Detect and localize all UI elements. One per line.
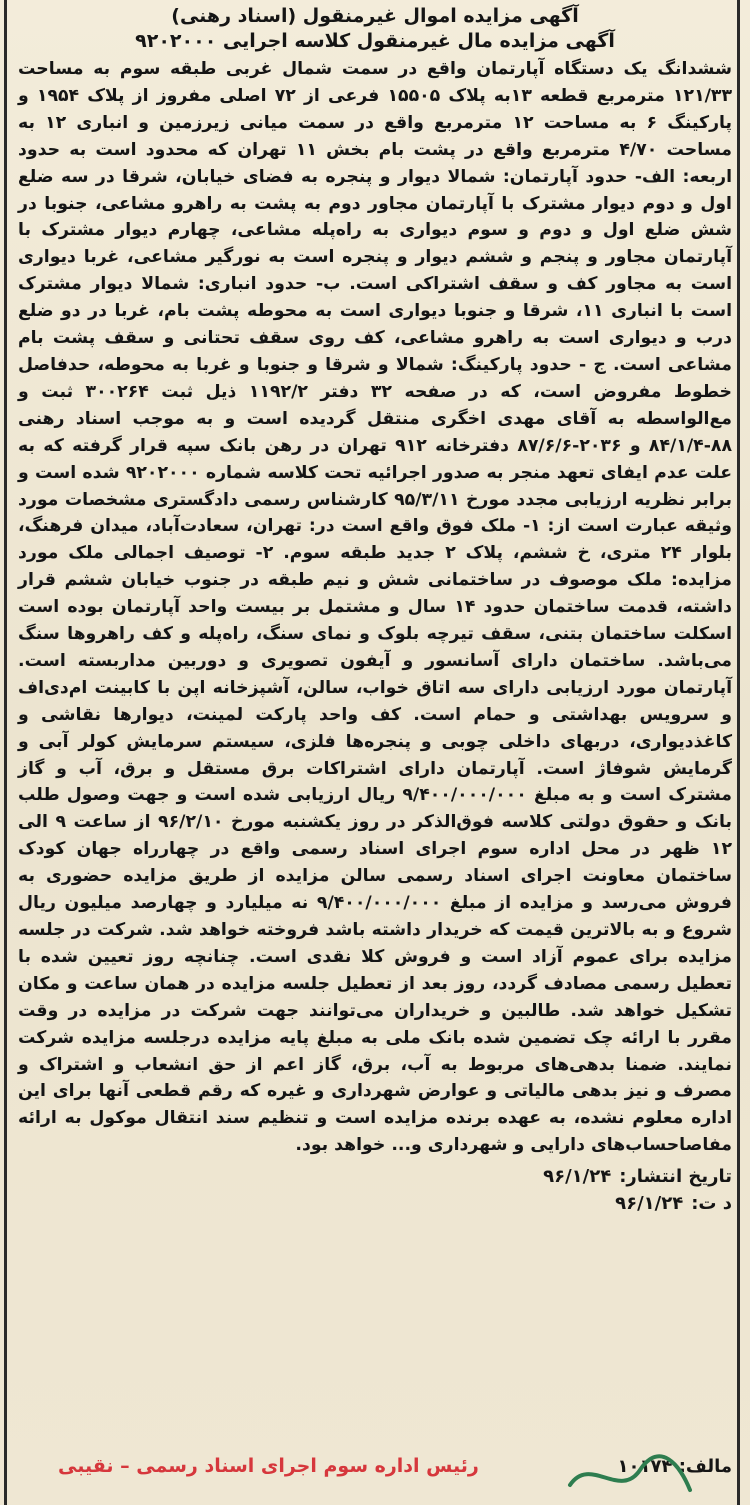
notice-subtitle: آگهی مزایده مال غیرمنقول کلاسه اجرایی ۹۲۰۲۰۰۰ bbox=[135, 30, 615, 52]
code-value: ۱۰۱۷۴ bbox=[617, 1455, 673, 1477]
dt-label: د ت: bbox=[691, 1193, 732, 1215]
dt-row bbox=[18, 1190, 732, 1217]
publication-date-value: ۹۶/۱/۲۴ bbox=[543, 1166, 612, 1188]
signature-text: رئیس اداره سوم اجرای اسناد رسمی – نقیبی bbox=[58, 1455, 479, 1477]
publication-date-row bbox=[18, 1163, 732, 1190]
notice-body: ششدانگ یک دستگاه آپارتمان واقع در سمت شمال غربی طبقه سوم به مساحت ۱۲۱/۳۳ مترمربع قطعه ۱۳به پلاک ۱۵۵۰۵ فرعی از ۷۲ اصلی مفروز از پلاک ۱۹۵۴ و پارکینگ ۶ به مساحت ۱۲ مترمربع واقع در سمت میانی زیرزمین و انباری ۱۲ به مساحت ۴/۷۰ مترمربع واقع در پشت بام بخش ۱۱ تهران که محدود است به حدود اربعه: الف- حدود آپارتمان: شمالا دیوار و پنجره به فضای خیابان، شرقا در سه ضلع اول و دوم دیوار مشترک با آپارتمان مجاور دوم به پشت به راهرو مشاعی، جنوبا در شش ضلع اول و دوم و سوم دیواری به راه‌پله مشاعی، چهارم دیوار مشترک با آپارتمان مجاور و پنجم و ششم دیوار و پنجره است به نورگیر مشاعی، غربا دیواری است به مجاور کف و سقف اشتراکی است. ب- حدود انباری: شمالا دیوار مشترک است با انباری ۱۱، شرقا و جنوبا دیواری است به محوطه پشت بام، غربا در دو ضلع درب و دیواری است به راهرو مشاعی، کف روی سقف تحتانی و سقف پشت بام مشاعی است. ج - حدود پارکینگ: شمالا و شرقا و جنوبا و غربا به محوطه، حدفاصل خطوط مفروض است، که در صفحه ۳۲ دفتر ۱۱۹۲/۲ ذیل ثبت ۳۰۰۲۶۴ ثبت و مع‌الواسطه به آقای مهدی اخگری منتقل گردیده است و به موجب اسناد رهنی ۸۸-۸۴/۱/۴ و ۲۰۳۶-۸۷/۶/۶ دفترخانه ۹۱۲ تهران در رهن بانک سپه قرار گرفته که به علت عدم ایفای تعهد منجر به صدور اجرائیه تحت کلاسه شماره ۹۲۰۲۰۰۰ شده است و برابر نظریه ارزیابی مجدد مورخ ۹۵/۳/۱۱ کارشناس رسمی دادگستری مشخصات مورد وثیقه عبارت است از: ۱- ملک فوق واقع است در: تهران، سعادت‌آباد، میدان فرهنگ، بلوار ۲۴ متری، خ ششم، پلاک ۲ جدید طبقه سوم. ۲- توصیف اجمالی ملک مورد مزایده: ملک موصوف در ساختمانی شش و نیم طبقه در جنوب خیابان ششم قرار داشته، قدمت ساختمان حدود ۱۴ سال و مشتمل بر بیست واحد آپارتمان بوده است اسکلت ساختمان بتنی، سقف تیرچه بلوک و نمای سنگ، راه‌پله و کف راهروها سنگ می‌باشد. ساختمان دارای آسانسور و آیفون تصویری و دوربین مداربسته است. آپارتمان مورد ارزیابی دارای سه اتاق خواب، سالن، آشپزخانه اپن با کابینت ام‌دی‌اف و سرویس بهداشتی و حمام است. کف واحد پارکت لمینت، دیوارها نقاشی و کاغذدیواری، دربهای داخلی چوبی و پنجره‌ها فلزی، سیستم سرمایش کولر آبی و گرمایش شوفاژ است. آپارتمان دارای اشتراکات برق مستقل و برق، آب و گاز مشترک است و به مبلغ ۹/۴۰۰/۰۰۰/۰۰۰ ریال ارزیابی شده است و جهت وصول طلب بانک و حقوق دولتی کلاسه فوق‌الذکر در روز یکشنبه مورخ ۹۶/۲/۱۰ از ساعت ۹ الی ۱۲ ظهر در محل اداره سوم اجرای اسناد رسمی واقع در چهارراه جهان کودک ساختمان معاونت اجرای اسناد رسمی سالن مزایده از طریق مزایده حضوری به فروش می‌رسد و مزایده از مبلغ ۹/۴۰۰/۰۰۰/۰۰۰ نه میلیارد و چهارصد میلیون ریال شروع و به بالاترین قیمت که خریدار داشته باشد فروخته خواهد شد. شرکت در جلسه مزایده برای عموم آزاد است و فروش کلا نقدی است. چنانچه روز تعیین شده با تعطیل رسمی مصادف گردد، روز بعد از تعطیل جلسه مزایده در همان ساعت و مکان تشکیل خواهد شد. طالبین و خریداران می‌توانند جهت شرکت در مزایده در وقت مقرر با ارائه چک تضمین شده بانک ملی به مبلغ پایه مزایده درجلسه مزایده شرکت نمایند. ضمنا بدهی‌های مربوط به آب، برق، گاز اعم از حق انشعاب و اشتراک و مصرف و نیز بدهی مالیاتی و عوارض شهرداری و غیره که رقم قطعی آنها برای این اداره معلوم نشده، به عهده برنده مزایده است و تنظیم سند انتقال موکول به ارائه مفاصاحساب‌های دارایی و شهرداری و... خواهد بود. bbox=[18, 59, 733, 1156]
left-border-rule bbox=[4, 0, 7, 1505]
notice-title: آگهی مزایده اموال غیرمنقول (اسناد رهنی) bbox=[171, 5, 579, 27]
publication-date-label: تاریخ انتشار: bbox=[619, 1166, 732, 1188]
dt-value: ۹۶/۱/۲۴ bbox=[615, 1193, 684, 1215]
auction-notice bbox=[18, 4, 732, 1217]
code-label: مالف: bbox=[678, 1455, 732, 1477]
notice-footer bbox=[18, 1163, 732, 1217]
handwritten-mark bbox=[560, 1445, 700, 1505]
right-border-rule bbox=[737, 0, 740, 1505]
